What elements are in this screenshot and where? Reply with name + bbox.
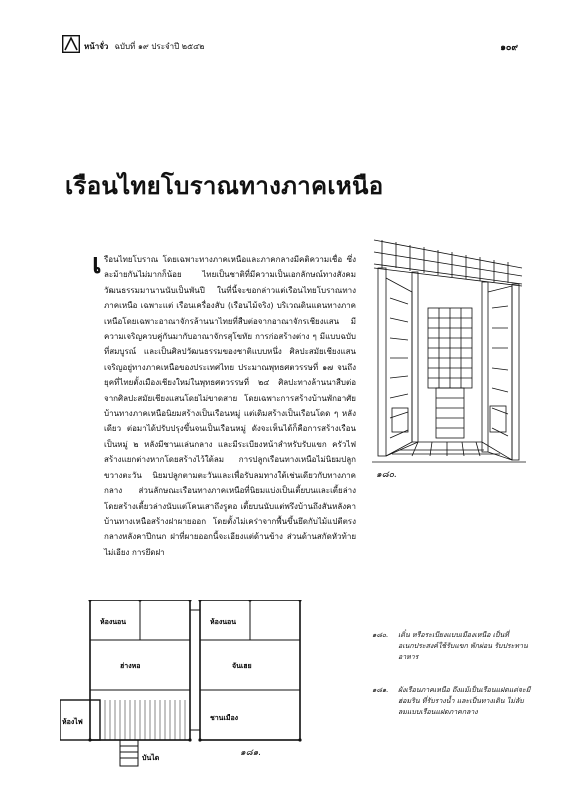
caption-180-text: เติ๋น หรือระเบียงแบบเมืองเหนือ เป็นที่อเนกประสงค์ใช้รับแขก พักผ่อน รับประทานอาหาร — [398, 631, 528, 661]
page-header — [62, 33, 518, 55]
plan-label-veranda: ชานเมือง — [210, 714, 239, 722]
caption-181-number: ๑๘๑. — [372, 686, 389, 694]
article-paragraph: รือนไทยโบราณ โดยเฉพาะทางภาคเหนือและภาคกลางมีคติความเชื่อ ซึ่งละม้ายกันไม่มากก็น้อย ไทยเป็นชาติที่มีความเป็นเอกลักษณ์ทางสังคมวัฒนธรรมมานานนับเป็นพันปี ในที่นี้จะขอกล่าวแต่เรือนไทยโบราณทางภาคเหนือ เฉพาะแต่ เรือนเครื่องสับ (เรือนไม้จริง) บริเวณดินแดนทางภาคเหนือโดยเฉพาะอาณาจักรล้านนาไทยที่สืบต่อจากอาณาจักรเชียงแสน มีความเจริญควบคู่กันมากับอาณาจักรสุโขทัย การก่อสร้างต่าง ๆ มีแบบฉบับที่สมบูรณ์ และเป็นศิลปวัฒนธรรมของชาติแบบหนึ่ง ศิลปะสมัยเชียงแสนเจริญอยู่ทางภาคเหนือของประเทศไทย ประมาณพุทธศตวรรษที่ ๑๗ จนถึงยุคที่ไทยตั้งเมืองเชียงใหม่ในพุทธศตวรรษที่ ๒๔ ศิลปะทางล้านนาสืบต่อจากศิลปะสมัยเชียงแสนโดยไม่ขาดสาย โดยเฉพาะการสร้างบ้านพักอาศัยบ้านทางภาคเหนือนิยมสร้างเป็นเรือนหมู่ แต่เดิมสร้างเป็นเรือนโดด ๆ หลังเดียว ต่อมาได้ปรับปรุงขึ้นจนเป็นเรือนหมู่ ดังจะเห็นได้ก็คือการสร้างเรือนเป็นหมู่ ๒ หลังมีชานแล่นกลาง และมีระเบียงหน้าสำหรับรับแขก ครัวไฟสร้างแยกต่างหากโดยสร้างไว้ใต้ลม การปลูกเรือนทางเหนือไม่นิยมปลูกขวางตะวัน นิยมปลูกตามตะวันและเพื่อรับลมทางใต้เช่นเดียวกับทางภาคกลาง ส่วนลักษณะเรือนทางภาคเหนือที่นิยมแบ่งเป็นเตี้ยบนและเตี้ยล่าง โดยสร้างเตี้ยวล่างนับแต่โคนเสาถึงรูตอ เตี้ยบนนับแต่พรึงบ้านถึงสันหลังคา บ้านทางเหนือสร้างฝาผายออก โดยตั้งไม่เคร่าจากพื้นขึ้นยึดกับไม้แปตีตรงกลางหลังคาปีกนก ฝาที่ผายออกนี้จะเอียงแต่ด้านข้าง ส่วนด้านสกัดหัวท้ายไม่เอียง การยึดฝา — [104, 255, 356, 557]
plan-label-hall-left: ฮ่างหอ — [120, 662, 141, 670]
caption-180 — [372, 630, 532, 663]
figure-180-number: ๑๘๐. — [376, 470, 398, 480]
plan-label-hall-right: จันเฮย — [232, 662, 252, 670]
veranda-illustration — [372, 238, 526, 464]
floor-plan-diagram — [60, 600, 310, 770]
magazine-name: หน้าจั่ว — [84, 42, 109, 51]
article-title: เรือนไทยโบราณทางภาคเหนือ — [65, 173, 384, 200]
caption-181 — [372, 685, 532, 718]
plan-label-room-right: ห้องนอน — [210, 618, 237, 626]
page-number: ๑๐๙ — [500, 43, 518, 53]
plan-label-stair: บันได — [142, 754, 160, 762]
caption-180-number: ๑๘๐. — [372, 631, 389, 639]
figure-181-number: ๑๘๑. — [240, 748, 262, 758]
caption-181-text: ผังเรือนภาคเหนือ ถึงแม้เป็นเรือนแฝดแต่จะมีฮ่อมริน ที่รับรางน้ำ และเป็นทางเดิน ไม่ลับลมแบบเรือนแฝดภาคกลาง — [398, 686, 531, 716]
plan-label-kitchen: ห้องไฟ — [62, 718, 83, 726]
issue-info: ฉบับที่ ๑๙ ประจำปี ๒๕๔๒ — [114, 42, 205, 51]
article-body — [92, 247, 356, 560]
drop-cap: เ — [92, 247, 102, 280]
header-title — [84, 40, 204, 53]
magazine-logo-icon — [62, 35, 80, 53]
plan-label-room-left: ห้องนอน — [100, 618, 127, 626]
